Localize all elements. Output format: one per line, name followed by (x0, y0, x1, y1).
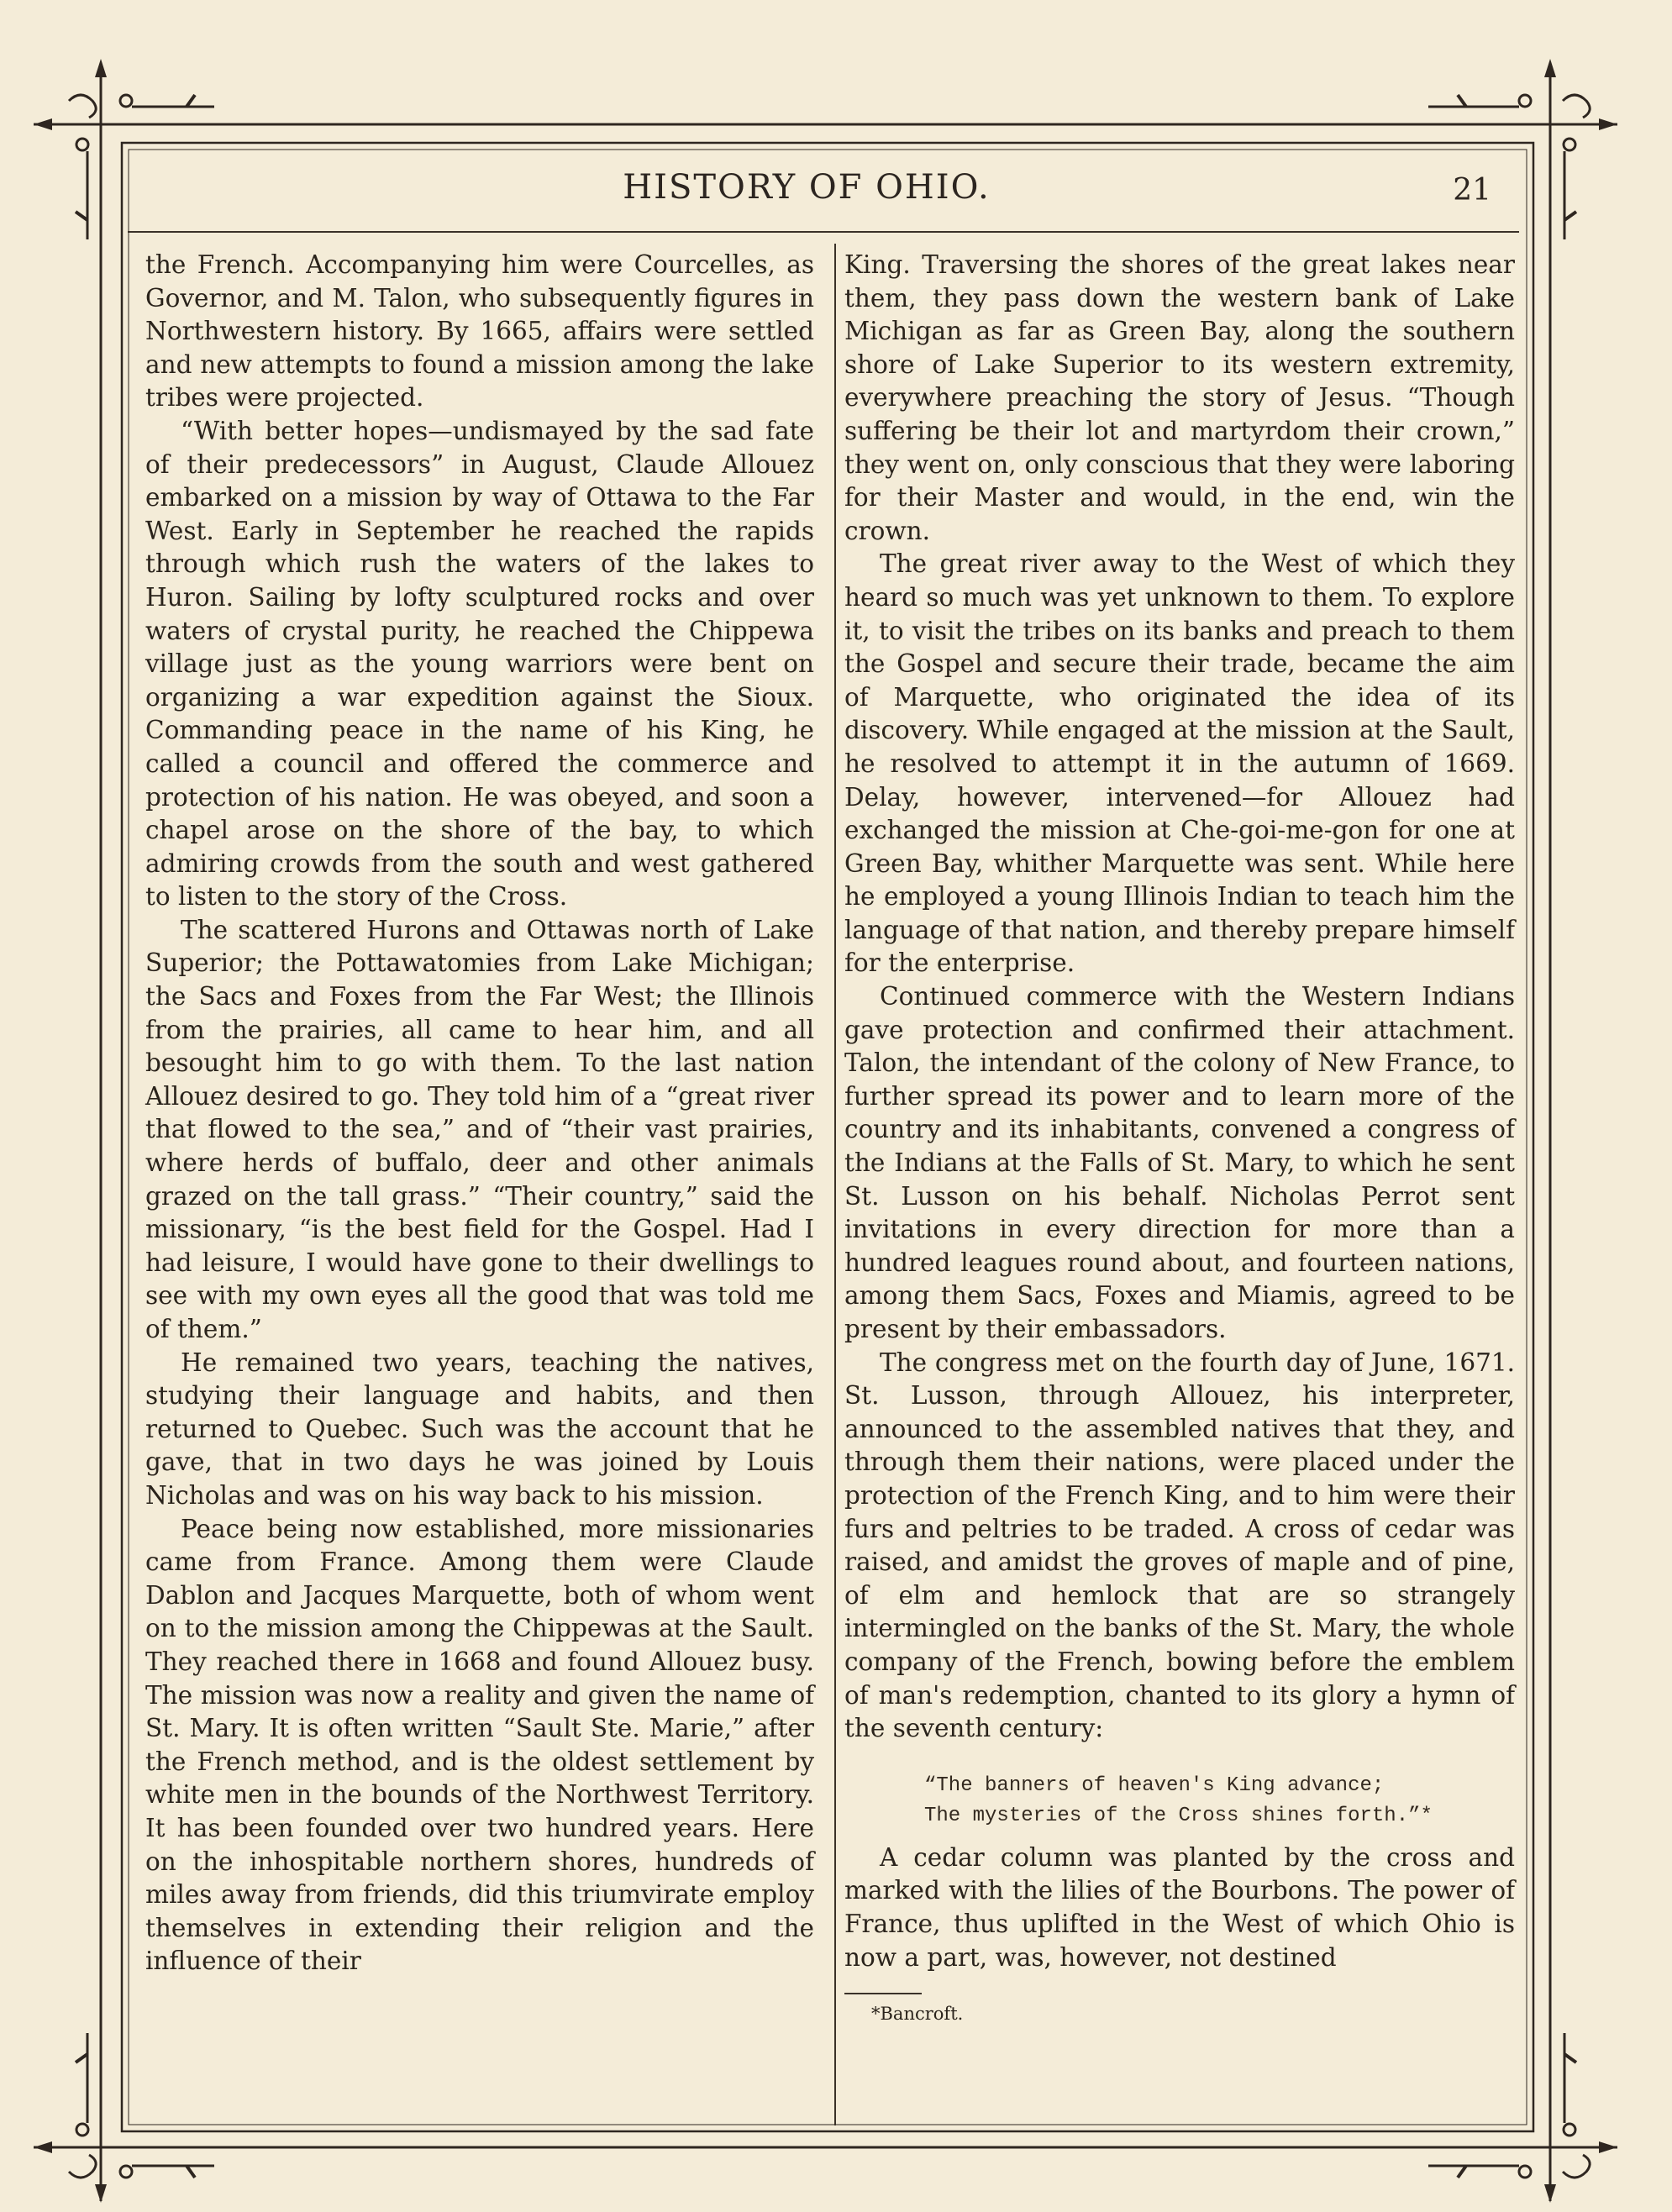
header-rule (128, 231, 1519, 233)
footnote: *Bancroft. (871, 2004, 964, 2025)
paragraph: The scattered Hurons and Ottawas north of Lake Superior; the Pottawatomies from Lake Michigan; the Sacs and Foxes from the Far West; the Illinois from the prairies, all came to hear him, and all besought him to go with them. To the last nation Allouez desired to go. They told him of a “great river that flowed to the sea,” and of “their vast prairies, where herds of buffalo, deer and other animals grazed on the tall grass.” “Their country,” said the missionary, “is the best field for the Gospel. Had I had leisure, I would have gone to their dwellings to see with my own eyes all the good that was told me of them.” (145, 915, 814, 1343)
paragraph: King. Traversing the shores of the great lakes near them, they pass down the western bank of Lake Michigan as far as Green Bay, along the southern shore of Lake Superior to its western extremity, everywhere preaching the story of Jesus. “Though suffering be their lot and martyrdom their crown,” they went on, only conscious that they were laboring for their Master and would, in the end, win the crown. (844, 250, 1515, 545)
paragraph: A cedar column was planted by the cross and marked with the lilies of the Bourbons. The power of France, thus uplifted in the West of which Ohio is now a part, was, however, not destined (844, 1842, 1515, 1972)
paragraph: The great river away to the West of which they heard so much was yet unknown to them. To explore it, to visit the tribes on its banks and preach to them the Gospel and secure their trade, became the aim of Marquette, who originated the idea of its discovery. While engaged at the mission at the Sault, he resolved to attempt it in the autumn of 1669. Delay, however, intervened—for Allouez had exchanged the mission at Che-goi-me-gon for one at Green Bay, whither Marquette was sent. While here he employed a young Illinois Indian to teach him the language of that nation, and thereby prepare himself for the enterprise. (844, 549, 1515, 978)
right-column (844, 249, 1515, 2026)
verse-line: The mysteries of the Cross shines forth.”* (924, 1804, 1433, 1827)
paragraph: the French. Accompanying him were Courcelles, as Governor, and M. Talon, who subsequently figures in Northwestern history. By 1665, affairs were settled and new attempts to found a mission among the lake tribes were projected. (145, 250, 814, 412)
paragraph: He remained two years, teaching the natives, studying their language and habits, and then returned to Quebec. Such was the account that he gave, that in two days he was joined by Louis Nicholas and was on his way back to his mission. (145, 1348, 814, 1510)
paragraph: Continued commerce with the Western Indians gave protection and confirmed their attachment. Talon, the intendant of the colony of New France, to further spread its power and to learn more of the country and its inhabitants, convened a congress of the Indians at the Falls of St. Mary, to which he sent St. Lusson on his behalf. Nicholas Perrot sent invitations in every direction for more than a hundred leagues round about, and fourteen nations, among them Sacs, Foxes and Miamis, agreed to be present by their embassadors. (844, 982, 1515, 1343)
page-number: 21 (1453, 173, 1491, 208)
column-divider (834, 244, 836, 2125)
paragraph: Peace being now established, more missionaries came from France. Among them were Claude Dablon and Jacques Marquette, both of whom went on to the mission among the Chippewas at the Sault. They reached there in 1668 and found Allouez busy. The mission was now a reality and given the name of St. Mary. It is often written “Sault Ste. Marie,” after the French method, and is the oldest settlement by white men in the bounds of the Northwest Territory. It has been founded over two hundred years. Here on the inhospitable northern shores, hundreds of miles away from friends, did this triumvirate employ themselves in extending their religion and the influence of their (145, 1514, 814, 1976)
running-header-title: HISTORY OF OHIO. (623, 168, 991, 207)
hymn-quotation (844, 1771, 1515, 1831)
left-column (145, 249, 814, 1978)
paragraph: The congress met on the fourth day of June, 1671. St. Lusson, through Allouez, his interpreter, announced to the assembled natives that they, and through them their nations, were placed under the protection of the French King, and to him were their furs and peltries to be traded. A cross of cedar was raised, and amidst the groves of maple and of pine, of elm and hemlock that are so strangely intermingled on the banks of the St. Mary, the whole company of the French, bowing before the emblem of man's redemption, chanted to its glory a hymn of the seventh century: (844, 1348, 1515, 1743)
verse-line: “The banners of heaven's King advance; (924, 1773, 1385, 1797)
footnote-rule (844, 1993, 922, 1994)
paragraph: “With better hopes—undismayed by the sad fate of their predecessors” in August, Claude Allouez embarked on a mission by way of Ottawa to the Far West. Early in September he reached the rapids through which rush the waters of the lakes to Huron. Sailing by lofty sculptured rocks and over waters of crystal purity, he reached the Chippewa village just as the young warriors were bent on organizing a war expedition against the Sioux. Commanding peace in the name of his King, he called a council and offered the commerce and protection of his nation. He was obeyed, and soon a chapel arose on the shore of the bay, to which admiring crowds from the south and west gathered to listen to the story of the Cross. (145, 416, 814, 912)
